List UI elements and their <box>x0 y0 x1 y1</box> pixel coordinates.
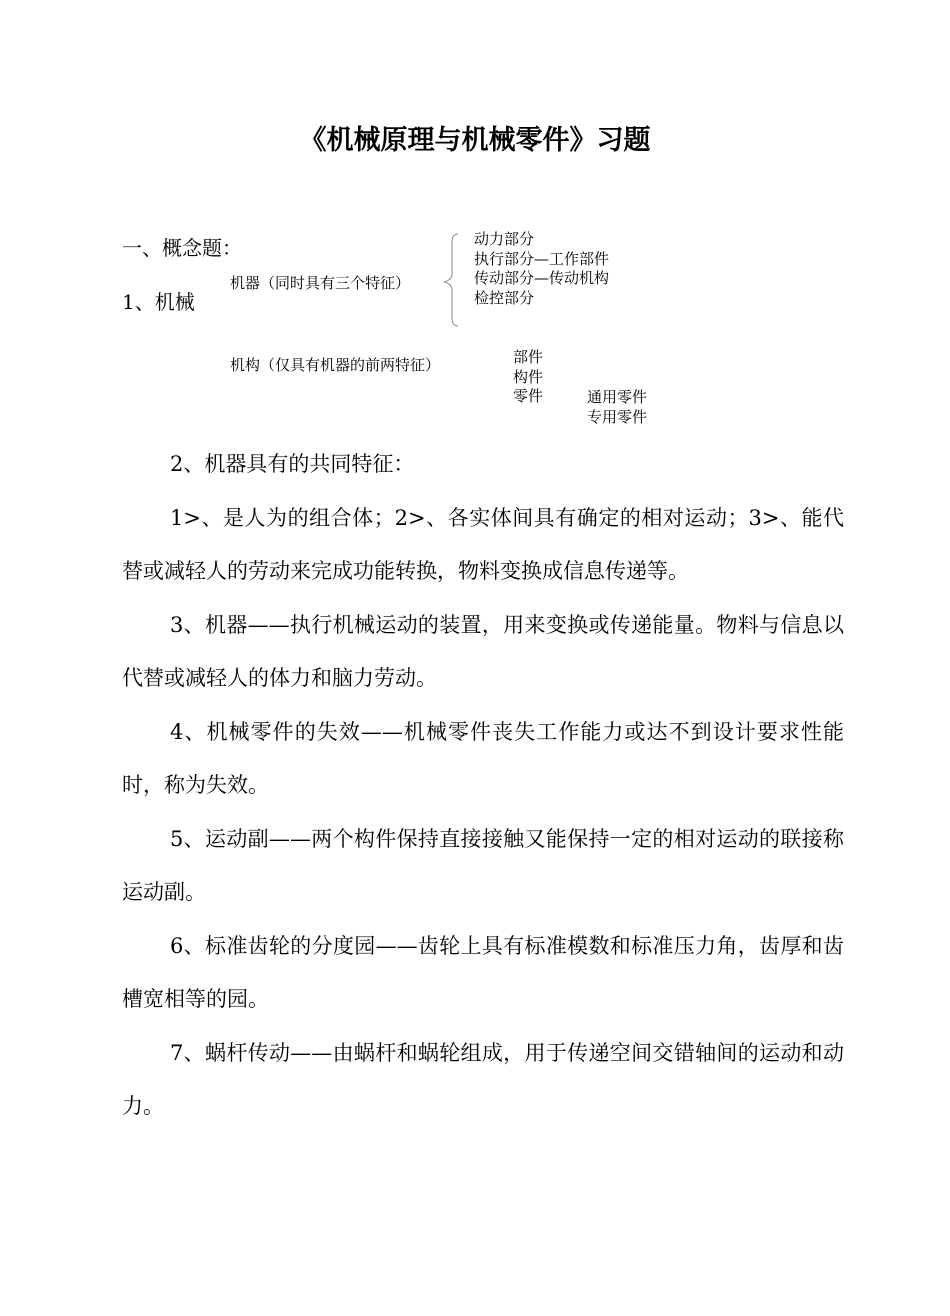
mechanism-part-item: 部件 <box>513 348 544 366</box>
document-title: 《机械原理与机械零件》习题 <box>299 125 651 156</box>
paragraph: 7、蜗杆传动——由蜗杆和蜗轮组成，用于传递空间交错轴间的运动和动力。 <box>122 1040 844 1118</box>
mechanism-part-item: 零件 <box>513 387 544 405</box>
machine-part-item: 传动部分—传动机构 <box>474 269 610 287</box>
part-type-item: 通用零件 <box>587 388 648 406</box>
body-text <box>122 438 844 1134</box>
machine-part-item: 执行部分—工作部件 <box>474 249 610 268</box>
paragraph: 6、标准齿轮的分度园——齿轮上具有标准模数和标准压力角，齿厚和齿槽宽相等的园。 <box>122 933 844 1011</box>
paragraph: 4、机械零件的失效——机械零件丧失工作能力或达不到设计要求性能时，称为失效。 <box>122 719 844 797</box>
paragraph: 5、运动副——两个构件保持直接接触又能保持一定的相对运动的联接称运动副。 <box>122 826 844 904</box>
mechanism-part-item: 构件 <box>513 367 544 386</box>
machine-label: 机器（同时具有三个特征） <box>230 274 411 292</box>
paragraph: 1>、是人为的组合体；2>、各实体间具有确定的相对运动；3>、能代替或减轻人的劳动来完成功能转换，物料变换成信息传递等。 <box>122 505 844 583</box>
machine-part-item: 动力部分 <box>474 230 535 248</box>
mechanism-label: 机构（仅具有机器的前两特征） <box>230 356 441 374</box>
item-1-label: 1、机械 <box>122 290 195 314</box>
paragraph: 3、机器——执行机械运动的装置，用来变换或传递能量。物料与信息以代替或减轻人的体力和脑力劳动。 <box>122 612 844 690</box>
machine-part-item: 检控部分 <box>474 288 535 307</box>
machine-parts-list <box>474 230 609 308</box>
part-type-item: 专用零件 <box>587 407 648 426</box>
part-types-list <box>587 388 647 427</box>
paragraph: 2、机器具有的共同特征： <box>170 452 415 476</box>
mechanism-parts-list <box>513 348 543 407</box>
section-heading: 一、概念题： <box>122 236 242 260</box>
machine-brace <box>440 232 462 328</box>
